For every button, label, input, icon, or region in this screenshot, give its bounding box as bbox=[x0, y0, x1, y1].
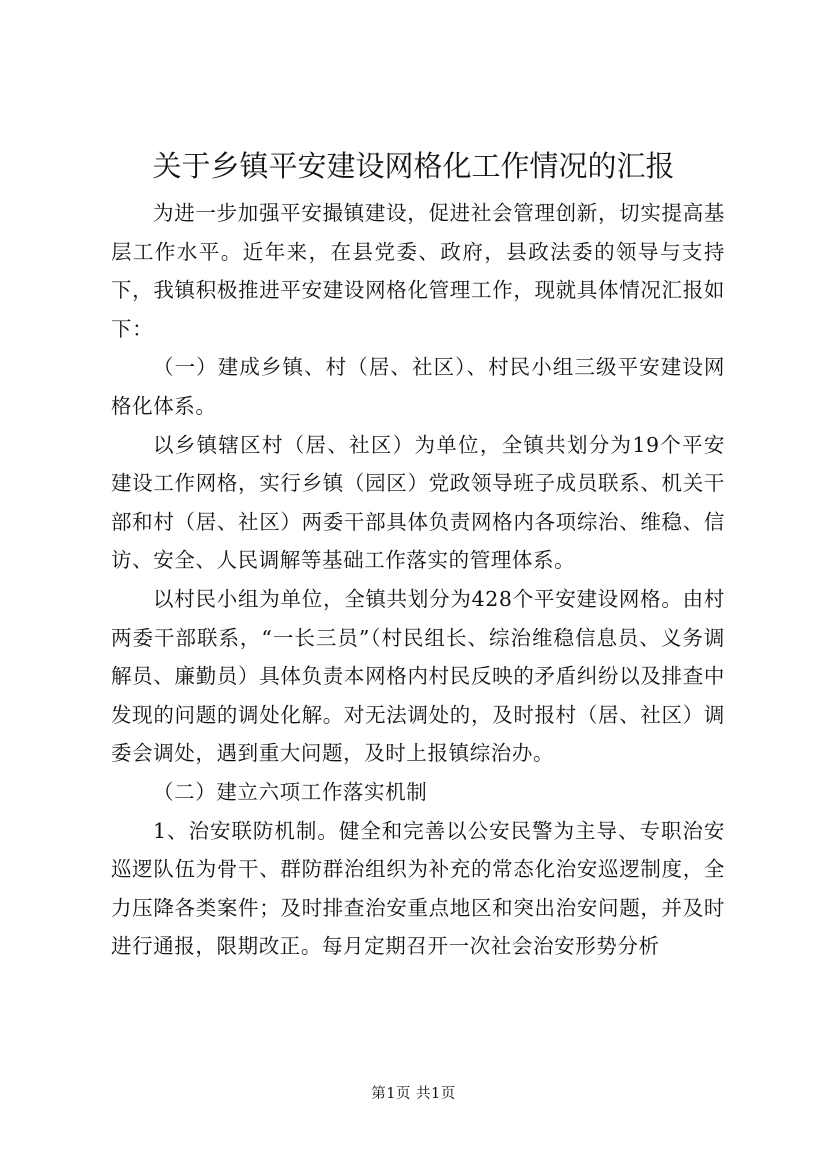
paragraph-village-grid: 以村民小组为单位，全镇共划分为428个平安建设网格。由村两委干部联系，“一长三员”（村民组长、综治维稳信息员、义务调解员、廉勤员）具体负责本网格内村民反映的矛盾纠纷以及排查中发现的问题的调处化解。对无法调处的，及时报村（居、社区）调委会调处，遇到重大问题，及时上报镇综治办。 bbox=[111, 586, 725, 766]
document-body bbox=[111, 194, 725, 966]
paragraph-intro: 为进一步加强平安撮镇建设，促进社会管理创新，切实提高基层工作水平。近年来，在县党委、政府，县政法委的领导与支持下，我镇积极推进平安建设网格化管理工作，现就具体情况汇报如下： bbox=[111, 201, 725, 341]
document-title: 关于乡镇平安建设网格化工作情况的汇报 bbox=[152, 149, 675, 183]
page-footer: 第1页 共1页 bbox=[371, 1086, 456, 1102]
paragraph-town-grid: 以乡镇辖区村（居、社区）为单位，全镇共划分为19个平安建设工作网格，实行乡镇（园区）党政领导班子成员联系、机关干部和村（居、社区）两委干部具体负责网格内各项综治、维稳、信访、安全、人民调解等基础工作落实的管理体系。 bbox=[111, 432, 725, 573]
paragraph-security-mechanism: 1、治安联防机制。健全和完善以公安民警为主导、专职治安巡逻队伍为骨干、群防群治组织为补充的常态化治安巡逻制度，全力压降各类案件；及时排查治安重点地区和突出治安问题，并及时进行通报，限期改正。每月定期召开一次社会治安形势分析 bbox=[111, 818, 725, 959]
section-heading-2: （二）建立六项工作落实机制 bbox=[153, 779, 428, 804]
section-heading-1: （一）建成乡镇、村（居、社区）、村民小组三级平安建设网格化体系。 bbox=[111, 355, 725, 418]
